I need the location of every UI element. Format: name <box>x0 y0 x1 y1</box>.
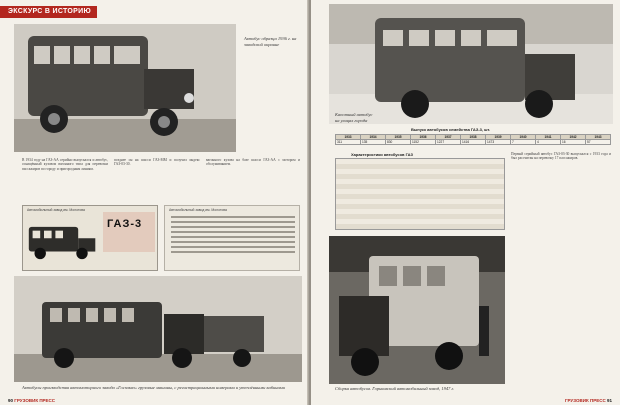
bus-photo-top <box>14 24 236 152</box>
bus-photo-bottom <box>14 276 302 382</box>
production-year-cell: 1943 <box>586 135 611 140</box>
vintage-advert <box>22 205 158 271</box>
production-count-cell: 1416 <box>461 140 486 145</box>
advert-bus-drawing <box>25 218 101 268</box>
production-count-cell: 135 <box>361 140 386 145</box>
production-table-title: Выпуск автобусов семейства ГАЗ-3, шт. <box>411 127 491 132</box>
vintage-brochure <box>164 205 300 271</box>
column-1-paragraph: В 1934 году на ГАЗ-АА серийно выпускался и автобус, оснащённый кузовом вагонного типа для перевозки пассажиров по городу и пригородным линиям. <box>22 158 108 171</box>
brochure-text-lines <box>171 216 295 256</box>
specs-table <box>335 158 505 230</box>
advert-brand: Автомобильный завод им. Молотова <box>27 208 85 212</box>
production-year-cell: 1934 <box>361 135 386 140</box>
right-folio <box>565 398 612 403</box>
street-photo-caption: Капотный автобус на улицах города <box>335 112 373 123</box>
production-year-cell: 1935 <box>386 135 411 140</box>
production-table-row <box>336 140 611 145</box>
column-3-paragraph: вагонного кузова на базе шасси ГАЗ-АА с мотором и обслуживанием. <box>206 158 300 167</box>
production-count-cell: 1152 <box>411 140 436 145</box>
top-photo-caption: Автобус образца 1936 г. на заводской окраине <box>244 36 297 47</box>
bus-illustration <box>14 24 236 152</box>
factory-photo <box>329 236 505 384</box>
factory-illustration <box>329 236 505 384</box>
production-year-cell: 1939 <box>486 135 511 140</box>
left-page-number: 90 <box>8 398 14 403</box>
text-column-2 <box>114 158 200 202</box>
specs-table-title: Характеристики автобусов ГАЗ <box>351 152 414 157</box>
production-count-cell: 7 <box>511 140 536 145</box>
right-text-column <box>511 152 611 382</box>
factory-photo-caption: Сборка автобусов. Горьковский автомобильный завод, 1947 г. <box>335 386 455 391</box>
production-year-cell: 1938 <box>461 135 486 140</box>
right-magazine-name: ГРУЗОВИК ПРЕСС <box>564 398 606 403</box>
left-folio <box>8 398 55 403</box>
production-count-cell: 311 <box>336 140 361 145</box>
production-year-cell: 1940 <box>511 135 536 140</box>
production-table-header <box>336 135 611 140</box>
production-count-cell: 16 <box>561 140 586 145</box>
production-table <box>335 134 611 145</box>
production-year-cell: 1942 <box>561 135 586 140</box>
right-page <box>311 0 620 405</box>
right-page-number: 91 <box>606 398 612 403</box>
production-year-cell: 1936 <box>411 135 436 140</box>
column-2-paragraph: позднее он на шасси ГАЗ-ММ и получил индекс ГАЗ-03-30. <box>114 158 200 167</box>
production-count-cell: 1227 <box>436 140 461 145</box>
production-year-cell: 1933 <box>336 135 361 140</box>
production-year-cell: 1941 <box>536 135 561 140</box>
production-count-cell: 1473 <box>486 140 511 145</box>
street-bus-illustration <box>329 4 613 124</box>
bottom-photo-caption: Автобусы производства автомоторного завода «Госзаказ» грузовые машины, с регистрационными номерами и утеплёнными кабинами <box>22 385 285 390</box>
left-page <box>0 0 309 405</box>
advert-model: ГАЗ-3 <box>107 218 143 230</box>
bus-row-illustration <box>14 276 302 382</box>
production-year-cell: 1937 <box>436 135 461 140</box>
right-column-paragraph: Первый серийный автобус ГАЗ-03-30 выпускался с 1933 года и был рассчитан на перевозку 17 пассажиров. <box>511 152 611 161</box>
text-column-1 <box>22 158 108 202</box>
brochure-heading: Автомобильный завод им. Молотова <box>169 208 227 212</box>
left-magazine-name: ГРУЗОВИК ПРЕСС <box>14 398 56 403</box>
production-count-cell: 57 <box>586 140 611 145</box>
text-column-3 <box>206 158 300 202</box>
production-count-cell: 830 <box>386 140 411 145</box>
production-count-cell: 4 <box>536 140 561 145</box>
section-rubric: ЭКСКУРС В ИСТОРИЮ <box>0 6 97 18</box>
bus-photo-street <box>329 4 613 124</box>
